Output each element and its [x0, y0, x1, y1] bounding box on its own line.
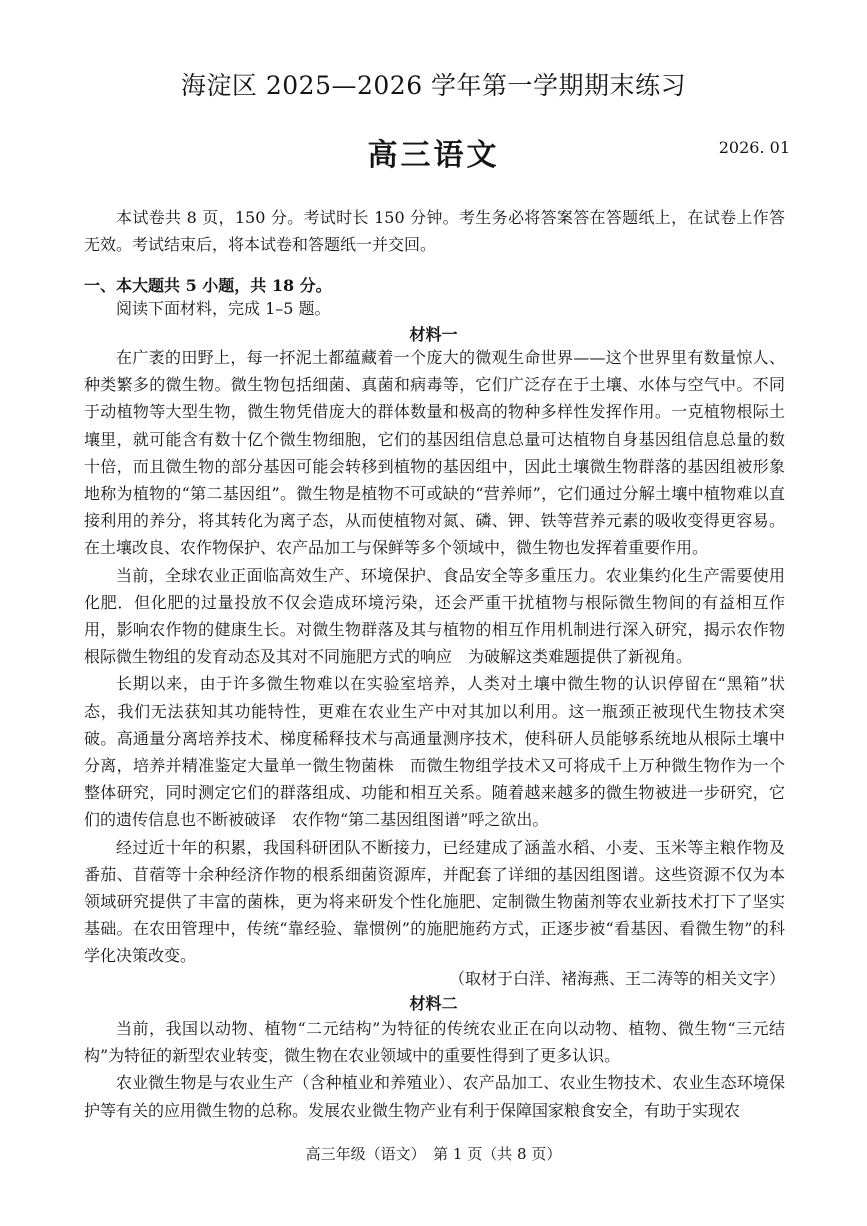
material-1-paragraph: 经过近十年的积累，我国科研团队不断接力，已经建成了涵盖水稻、小麦、玉米等主粮作物及番茄、苜蓿等十余种经济作物的根系细菌资源库，并配套了详细的基因组图谱。这些资源不仅为本领域研究提供了丰富的菌株，更为将来研发个性化施肥、定制微生物菌剂等农业新技术打下了坚实基础。在农田管理中，传统“靠经验、靠惯例”的施肥施药方式，正逐步被“看基因、看微生物”的科学化决策改变。 [84, 837, 785, 966]
material-2-paragraph: 当前，我国以动物、植物“二元结构”为特征的传统农业正在向以动物、植物、微生物“三元结构”为特征的新型农业转变，微生物在农业领域中的重要性得到了更多认识。 [84, 1019, 785, 1066]
instructions [84, 204, 785, 258]
material-1-paragraph: 在广袤的田野上，每一抔泥土都蕴藏着一个庞大的微观生命世界——这个世界里有数量惊人、种类繁多的微生物。微生物包括细菌、真菌和病毒等，它们广泛存在于土壤、水体与空气中。不同于动植物等大型生物，微生物凭借庞大的群体数量和极高的物种多样性发挥作用。一克植物根际土壤里，就可能含有数十亿个微生物细胞，它们的基因组信息总量可达植物自身基因组信息总量的数十倍，而且微生物的部分基因可能会转移到植物的基因组中，因此土壤微生物群落的基因组被形象地称为植物的“第二基因组”。微生物是植物不可或缺的“营养师”，它们通过分解土壤中植物难以直接利用的养分，将其转化为离子态，从而使植物对氮、磷、钾、铁等营养元素的吸收变得更容易。在土壤改良、农作物保护、农产品加工与保鲜等多个领域中，微生物也发挥着重要作用。 [84, 348, 785, 558]
material-1-paragraph: 当前，全球农业正面临高效生产、环境保护、食品安全等多重压力。农业集约化生产需要使用化肥．但化肥的过量投放不仅会造成环境污染，还会严重干扰植物与根际微生物间的有益相互作用，影响农作物的健康生长。对微生物群落及其与植物的相互作用机制进行深入研究，揭示农作物根际微生物组的发育动态及其对不同施肥方式的响应 为破解这类难题提供了新视角。 [84, 565, 785, 667]
material-1-heading: 材料一 [409, 325, 458, 344]
instructions-text: 本试卷共 8 页，150 分。考试时长 150 分钟。考生务必将答案答在答题纸上，在试卷上作答无效。考试结束后，将本试卷和答题纸一并交回。 [84, 208, 785, 255]
section-heading: 一、本大题共 5 小题，共 18 分。 [84, 276, 332, 295]
material-1-source: （取材于白洋、褚海燕、王二涛等的相关文字） [448, 969, 785, 988]
material-2-body [84, 1015, 785, 1124]
exam-date: 2026. 01 [718, 138, 790, 157]
material-1-body [84, 344, 785, 970]
exam-title: 海淀区 2025—2026 学年第一学期期末练习 [180, 71, 687, 100]
page-footer: 高三年级（语文） 第 1 页（共 8 页） [305, 1145, 562, 1163]
section-prompt: 阅读下面材料，完成 1–5 题。 [116, 299, 331, 318]
material-2-paragraph: 农业微生物是与农业生产（含种植业和养殖业）、农产品加工、农业生物技术、农业生态环境保护等有关的应用微生物的总称。发展农业微生物产业有利于保障国家粮食安全，有助于实现农 [84, 1073, 785, 1120]
material-2-heading: 材料二 [409, 994, 458, 1013]
material-1-paragraph: 长期以来，由于许多微生物难以在实验室培养，人类对土壤中微生物的认识停留在“黑箱”状态，我们无法获知其功能特性，更难在农业生产中对其加以利用。这一瓶颈正被现代生物技术突破。高通量分离培养技术、梯度稀释技术与高通量测序技术，使科研人员能够系统地从根际土壤中分离，培养并精准鉴定大量单一微生物菌株 而微生物组学技术又可将成千上万种微生物作为一个整体研究，同时测定它们的群落组成、功能和相互关系。随着越来越多的微生物被进一步研究，它们的遗传信息也不断被破译 农作物“第二基因组图谱”呼之欲出。 [84, 674, 785, 830]
subject-title: 高三语文 [367, 138, 500, 173]
